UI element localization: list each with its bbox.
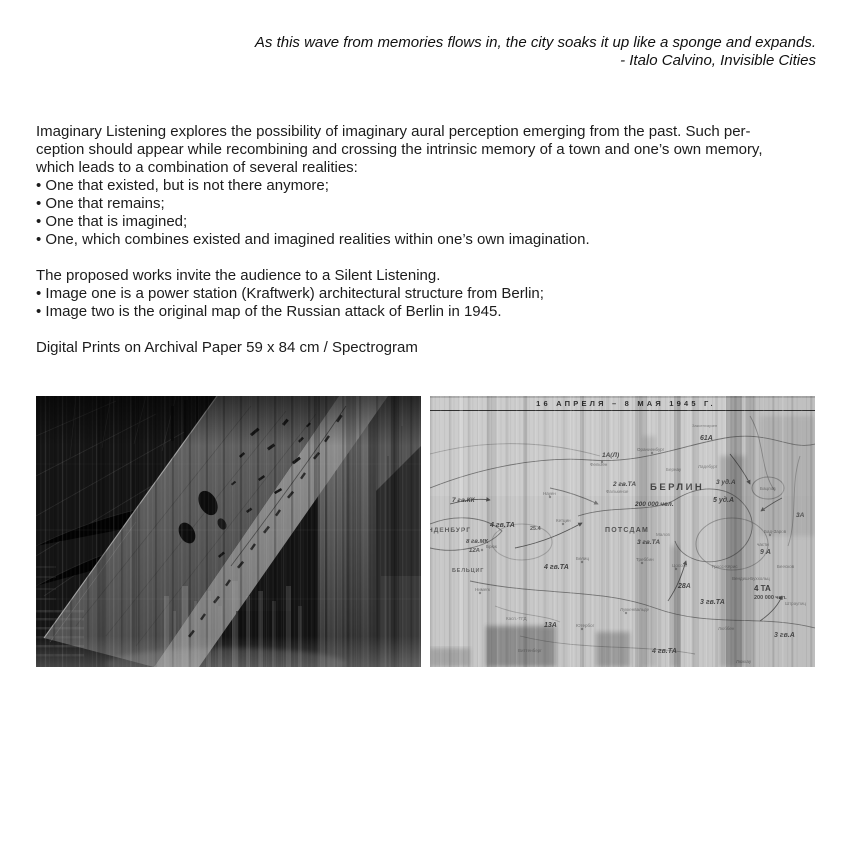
medium-line: Digital Prints on Archival Paper 59 x 84 cm / Spectrogram xyxy=(36,339,418,356)
text-line: ception should appear while recombining and crossing the intrinsic memory of a town and one’s own memory, xyxy=(36,141,763,158)
text-line: • One, which combines existed and imagined realities within one’s own imagination. xyxy=(36,231,590,248)
text-line: • Image two is the original map of the Russian attack of Berlin in 1945. xyxy=(36,303,502,320)
text-line: Imaginary Listening explores the possibility of imaginary aural perception emerging from the past. Such per- xyxy=(36,123,751,140)
spacer xyxy=(36,249,816,267)
text-line: • Image one is a power station (Kraftwerk) architectural structure from Berlin; xyxy=(36,285,544,302)
text-line: • One that existed, but is not there anymore; xyxy=(36,177,329,194)
artwork-images xyxy=(36,396,815,667)
text-line: which leads to a combination of several realities: xyxy=(36,159,358,176)
top-vignette xyxy=(36,396,421,446)
epigraph-attribution: - Italo Calvino, Invisible Cities xyxy=(620,52,816,69)
coarse-streak-overlay xyxy=(430,396,815,667)
epigraph-text: As this wave from memories flows in, the city soaks it up like a sponge and expands. xyxy=(254,34,816,51)
artist-statement xyxy=(36,123,816,357)
berlin-map xyxy=(430,396,815,667)
works-paragraph xyxy=(36,267,816,321)
spacer xyxy=(36,321,816,339)
text-line: • One that remains; xyxy=(36,195,165,212)
statement-paragraph xyxy=(36,123,816,249)
epigraph xyxy=(255,34,816,70)
text-line: The proposed works invite the audience to a Silent Listening. xyxy=(36,267,441,284)
text-line: • One that is imagined; xyxy=(36,213,188,230)
kraftwerk-photo xyxy=(36,396,421,667)
kraftwerk-image xyxy=(36,396,421,667)
berlin-map-image xyxy=(430,396,815,667)
